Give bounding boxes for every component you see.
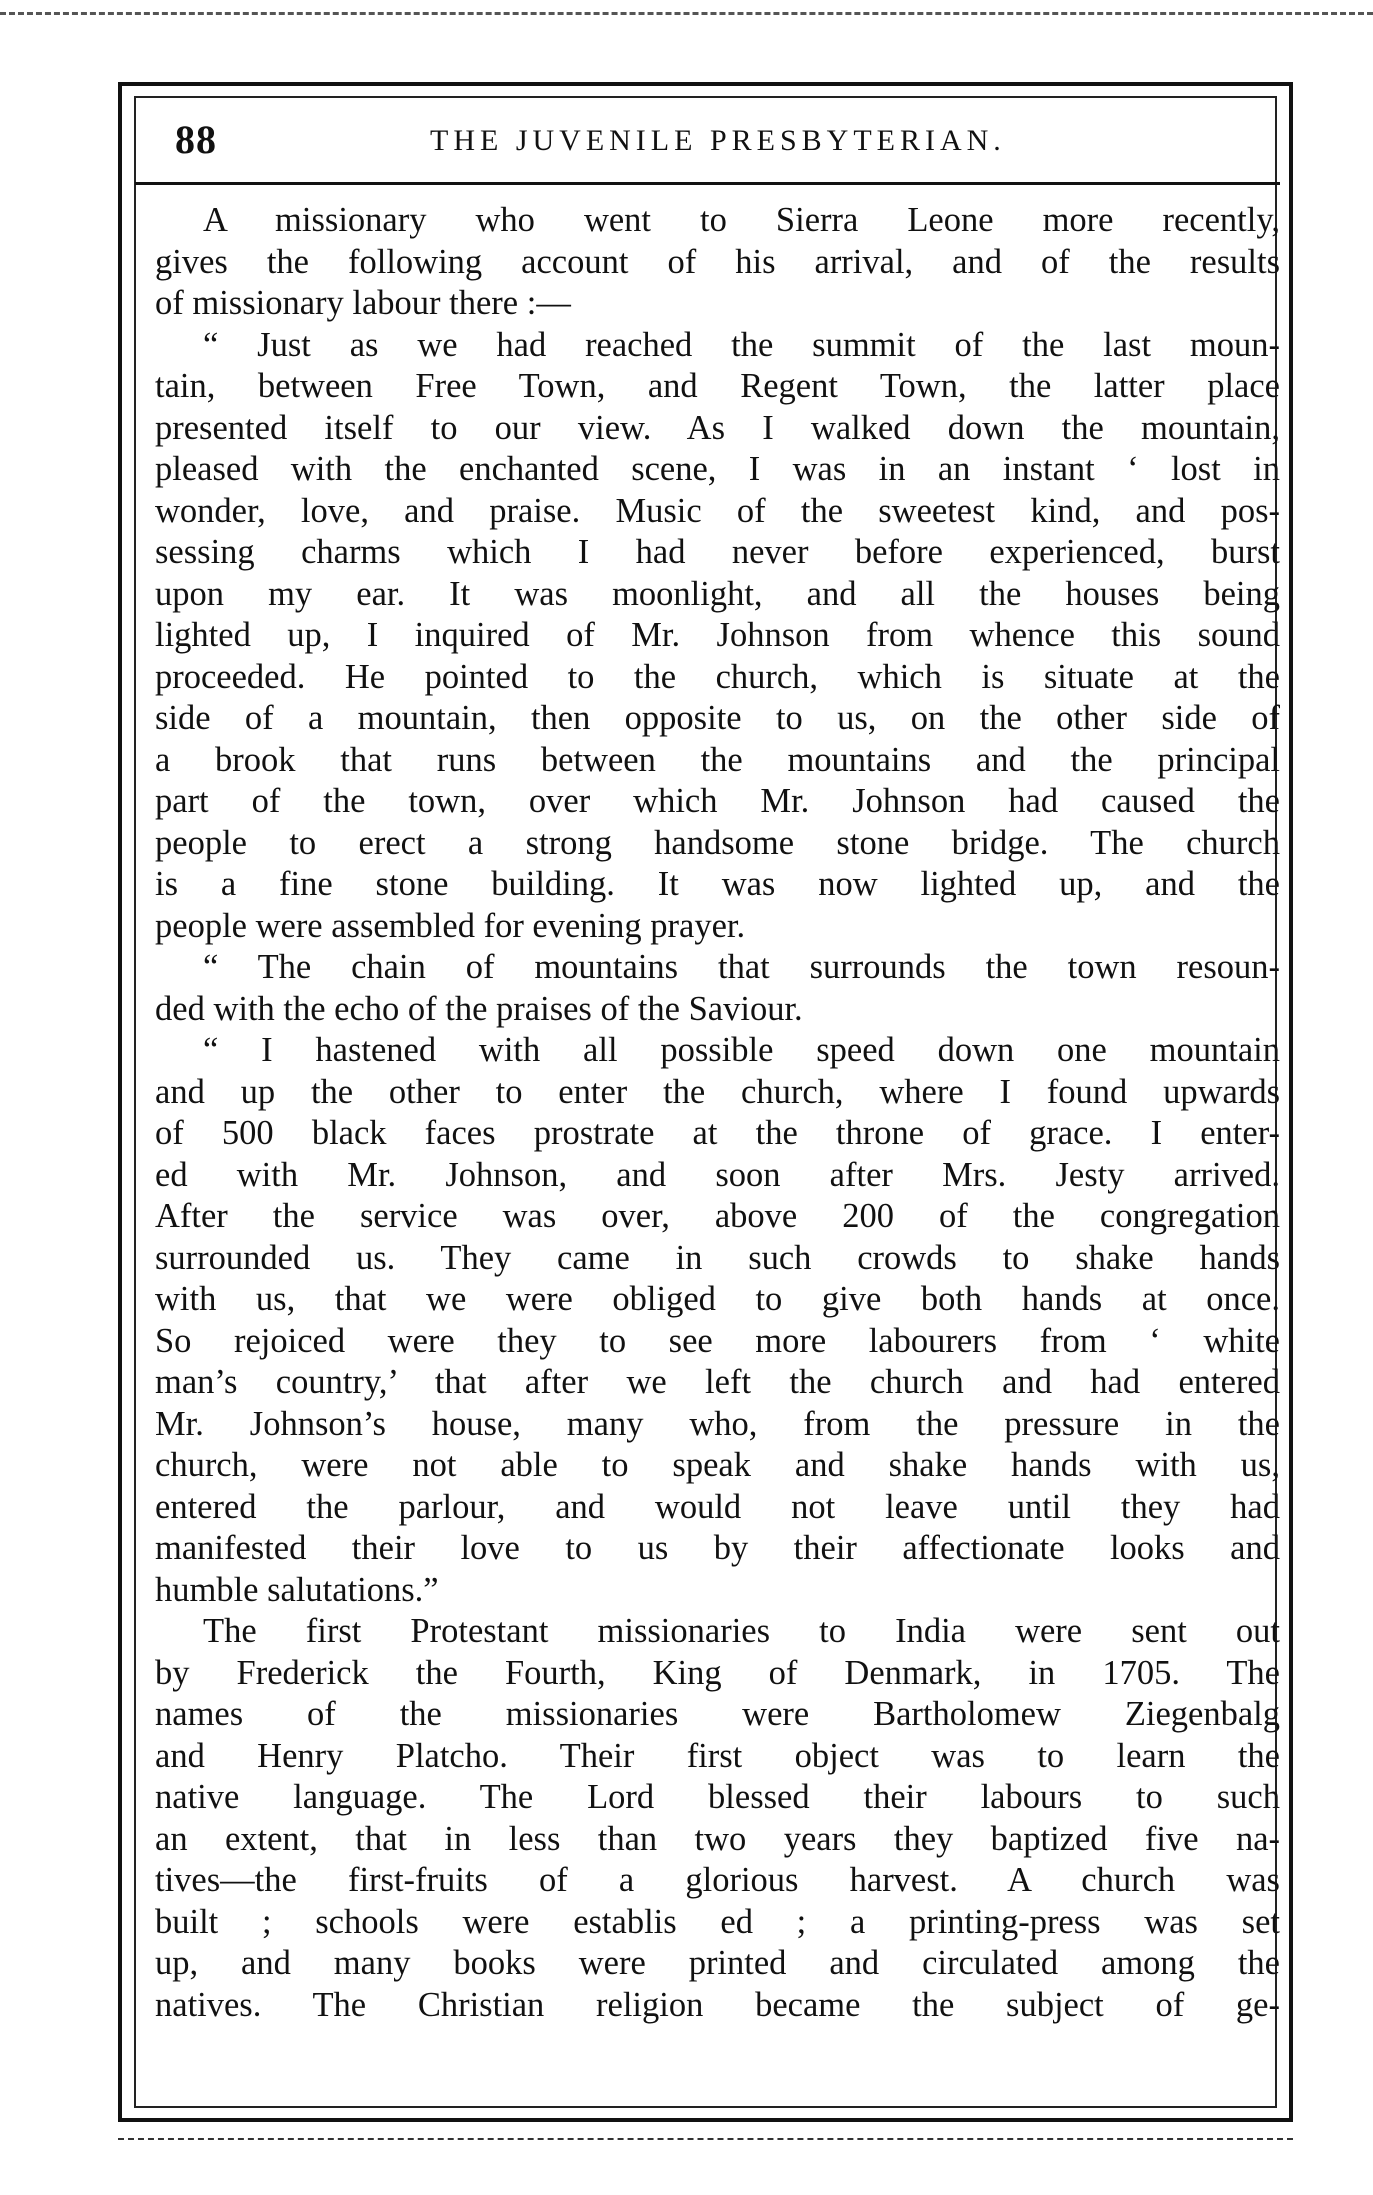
- article-body: [155, 200, 1280, 2026]
- bottom-edge-rule: [118, 2138, 1293, 2140]
- text-line: “ I hastened with all possible speed down one mountain: [203, 1031, 1280, 1069]
- top-edge-rule: [0, 12, 1373, 15]
- text-line: a brook that runs between the mountains and the principal: [155, 740, 1280, 779]
- text-line: with us, that we were obliged to give both hands at once.: [155, 1280, 1280, 1318]
- text-line: up, and many books were printed and circulated among the: [155, 1944, 1280, 1982]
- text-line: pleased with the enchanted scene, I was in an instant ‘ lost in: [155, 450, 1280, 488]
- text-line: man’s country,’ that after we left the church and had entered: [155, 1363, 1280, 1401]
- text-line: entered the parlour, and would not leave until they had: [155, 1487, 1280, 1526]
- text-line: “ The chain of mountains that surrounds the town resoun-: [203, 948, 1280, 986]
- text-line: of 500 black faces prostrate at the throne of grace. I enter-: [155, 1114, 1280, 1152]
- text-line: ded with the echo of the praises of the Saviour.: [155, 989, 803, 1028]
- text-line: of missionary labour there :—: [155, 284, 571, 322]
- text-line: The first Protestant missionaries to India were sent out: [203, 1612, 1280, 1650]
- header-rule: [135, 182, 1280, 185]
- text-line: proceeded. He pointed to the church, which is situate at the: [155, 657, 1280, 696]
- text-line: upon my ear. It was moonlight, and all the houses being: [155, 574, 1280, 613]
- text-line: “ Just as we had reached the summit of the last moun-: [203, 325, 1280, 364]
- text-line: by Frederick the Fourth, King of Denmark, in 1705. The: [155, 1653, 1280, 1692]
- text-line: tain, between Free Town, and Regent Town, the latter place: [155, 367, 1280, 405]
- text-line: gives the following account of his arrival, and of the results: [155, 242, 1280, 281]
- text-line: side of a mountain, then opposite to us, on the other side of: [155, 699, 1280, 737]
- text-line: surrounded us. They came in such crowds to shake hands: [155, 1238, 1280, 1277]
- text-line: tives—the first-fruits of a glorious harvest. A church was: [155, 1861, 1280, 1899]
- text-line: Mr. Johnson’s house, many who, from the pressure in the: [155, 1404, 1280, 1443]
- text-line: native language. The Lord blessed their labours to such: [155, 1778, 1280, 1816]
- page-number: 88: [175, 117, 217, 162]
- text-line: After the service was over, above 200 of the congregation: [155, 1197, 1280, 1235]
- text-line: sessing charms which I had never before experienced, burst: [155, 533, 1280, 571]
- text-line: part of the town, over which Mr. Johnson had caused the: [155, 782, 1280, 820]
- text-line: ed with Mr. Johnson, and soon after Mrs. Jesty arrived.: [155, 1155, 1280, 1194]
- text-line: So rejoiced were they to see more labourers from ‘ white: [155, 1321, 1280, 1360]
- text-line: is a fine stone building. It was now lighted up, and the: [155, 865, 1280, 903]
- text-line: humble salutations.”: [155, 1570, 439, 1609]
- text-line: people were assembled for evening prayer.: [155, 906, 746, 945]
- text-line: built ; schools were establis ed ; a printing-press was set: [155, 1902, 1280, 1941]
- text-line: an extent, that in less than two years they baptized five na-: [155, 1819, 1280, 1858]
- text-line: people to erect a strong handsome stone bridge. The church: [155, 823, 1280, 862]
- text-line: presented itself to our view. As I walked down the mountain,: [155, 408, 1280, 447]
- text-line: manifested their love to us by their affectionate looks and: [155, 1529, 1280, 1567]
- text-line: A missionary who went to Sierra Leone more recently,: [203, 201, 1280, 239]
- text-line: and Henry Platcho. Their first object was to learn the: [155, 1736, 1280, 1775]
- running-title: THE JUVENILE PRESBYTERIAN.: [430, 124, 1006, 157]
- text-line: natives. The Christian religion became the subject of ge-: [155, 1985, 1280, 2024]
- page-header: [175, 110, 1285, 170]
- text-line: church, were not able to speak and shake hands with us,: [155, 1446, 1280, 1484]
- text-line: wonder, love, and praise. Music of the sweetest kind, and pos-: [155, 491, 1280, 530]
- text-line: names of the missionaries were Bartholomew Ziegenbalg: [155, 1695, 1280, 1733]
- text-line: and up the other to enter the church, where I found upwards: [155, 1072, 1280, 1111]
- text-line: lighted up, I inquired of Mr. Johnson from whence this sound: [155, 616, 1280, 654]
